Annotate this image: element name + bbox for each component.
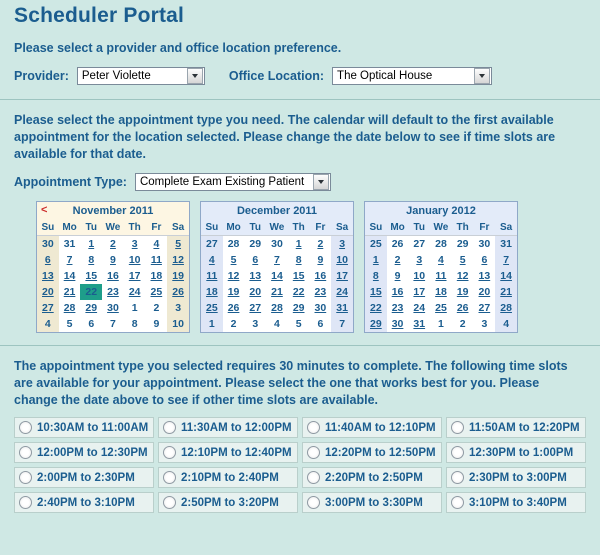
calendar-day[interactable]: 20 [478, 286, 491, 298]
calendar-dayname: Th [124, 221, 146, 236]
calendar-day[interactable]: 5 [167, 236, 189, 253]
calendar-dayname: Mo [223, 221, 245, 236]
calendar-day[interactable]: 23 [107, 286, 119, 298]
time-slot-option[interactable] [158, 467, 298, 488]
calendar-week-row [37, 300, 189, 316]
radio-icon[interactable] [451, 471, 464, 484]
calendar-day[interactable]: 10 [128, 254, 141, 266]
calendar-day[interactable]: 18 [150, 270, 163, 282]
time-slot-label: 10:30AM to 11:00AM [37, 421, 149, 434]
appointment-type-selected-value: Complete Exam Existing Patient [139, 176, 305, 188]
calendar-day[interactable]: 20 [37, 284, 59, 300]
calendar-day[interactable]: 17 [331, 268, 353, 284]
calendar-day[interactable]: 11 [435, 270, 447, 282]
calendar-week-row [365, 268, 517, 284]
calendar-day[interactable]: 6 [37, 252, 59, 268]
time-slot-option[interactable] [302, 442, 442, 463]
calendar-day[interactable]: 30 [107, 302, 119, 314]
calendar-dayname: Tu [244, 221, 266, 236]
radio-icon[interactable] [307, 421, 320, 434]
calendar-dayname: Fr [310, 221, 332, 236]
radio-icon[interactable] [307, 496, 320, 509]
calendar-day: 1 [438, 318, 444, 330]
calendar-day[interactable]: 12 [456, 270, 469, 282]
calendar-day[interactable]: 12 [167, 252, 189, 268]
calendar-day: 30 [37, 236, 59, 253]
calendar-day: 27 [201, 236, 223, 253]
calendar-title: December 2011 [236, 205, 318, 217]
time-slot-label: 2:10PM to 2:40PM [181, 471, 279, 484]
calendar-week-row [37, 268, 189, 284]
calendar-day: 2 [230, 318, 237, 330]
calendar-day[interactable]: 13 [478, 270, 491, 282]
calendar-day[interactable]: 4 [201, 252, 223, 268]
provider-label: Provider: [14, 69, 69, 83]
calendar-day[interactable]: 26 [456, 302, 469, 314]
calendar-day-selected[interactable]: 22 [80, 284, 102, 300]
time-slot-label: 2:30PM to 3:00PM [469, 471, 567, 484]
calendar-day[interactable]: 27 [478, 302, 491, 314]
calendar-day[interactable]: 28 [495, 300, 517, 316]
calendar-day[interactable]: 15 [85, 270, 98, 282]
time-slot-option[interactable] [446, 467, 586, 488]
calendar-day: 4 [495, 316, 517, 332]
calendar-day[interactable]: 3 [131, 238, 138, 250]
calendar-day[interactable]: 8 [365, 268, 387, 284]
calendar-day[interactable]: 14 [495, 268, 517, 284]
calendar-2 [200, 201, 354, 333]
office-location-select[interactable] [332, 67, 492, 85]
calendar-week-row [365, 236, 517, 253]
calendar-day[interactable]: 1 [365, 252, 387, 268]
calendar-day: 27 [413, 238, 426, 250]
time-slot-label: 2:50PM to 3:20PM [181, 496, 279, 509]
calendar-day[interactable]: 24 [331, 284, 353, 300]
calendar-day: 8 [131, 318, 138, 330]
calendar-day[interactable]: 13 [37, 268, 59, 284]
calendar-day[interactable]: 15 [292, 270, 305, 282]
radio-icon[interactable] [19, 471, 32, 484]
calendar-day[interactable]: 22 [365, 300, 387, 316]
appointment-instructions: Please select the appointment type you need. The calendar will default to the first available appointment for the location selected. Please change the date below to see if time slots are available for that date. [14, 113, 556, 161]
time-slot-option[interactable] [446, 442, 586, 463]
calendar-prev-button[interactable]: < [41, 204, 48, 216]
calendar-1 [36, 201, 190, 333]
calendar-3 [364, 201, 518, 333]
time-slot-label: 3:10PM to 3:40PM [469, 496, 567, 509]
calendar-day[interactable]: 8 [88, 254, 95, 266]
appointment-type-label: Appointment Type: [14, 175, 127, 189]
radio-icon[interactable] [163, 446, 176, 459]
time-slot-option[interactable] [446, 417, 586, 438]
calendar-day[interactable]: 5 [459, 254, 466, 266]
time-slot-option[interactable] [302, 492, 442, 513]
calendar-day[interactable]: 29 [292, 302, 305, 314]
calendar-day[interactable]: 14 [271, 270, 283, 282]
calendar-day[interactable]: 28 [271, 302, 283, 314]
time-slot-option[interactable] [158, 417, 298, 438]
calendar-day[interactable]: 13 [249, 270, 262, 282]
time-slot-option[interactable] [446, 492, 586, 513]
calendar-day: 9 [153, 318, 160, 330]
calendar-day: 25 [365, 236, 387, 253]
calendar-day[interactable]: 31 [331, 300, 353, 316]
calendar-day: 2 [153, 302, 160, 314]
calendar-week-row [201, 284, 353, 300]
calendar-day[interactable]: 17 [413, 286, 426, 298]
calendar-dayname: Sa [167, 221, 189, 236]
calendar-day: 30 [478, 238, 491, 250]
calendar-day[interactable]: 24 [413, 302, 426, 314]
calendar-day[interactable]: 19 [167, 268, 189, 284]
appointment-type-select[interactable] [135, 173, 331, 191]
calendar-day[interactable]: 19 [456, 286, 469, 298]
calendar-day[interactable]: 25 [150, 286, 163, 298]
calendar-day[interactable]: 18 [201, 284, 223, 300]
time-slot-label: 12:10PM to 12:40PM [181, 446, 292, 459]
calendar-day[interactable]: 30 [314, 302, 327, 314]
calendar-day: 29 [456, 238, 469, 250]
calendar-day[interactable]: 23 [391, 302, 404, 314]
time-slot-option[interactable] [14, 442, 154, 463]
calendar-day[interactable]: 23 [314, 286, 327, 298]
calendar-dayname: Tu [80, 221, 102, 236]
chevron-down-icon[interactable] [187, 68, 203, 84]
calendar-week-row [201, 236, 353, 253]
calendar-day[interactable]: 9 [317, 254, 324, 266]
calendar-day[interactable]: 2 [110, 238, 116, 250]
calendar-day[interactable]: 22 [292, 286, 305, 298]
calendar-day: 4 [37, 316, 59, 332]
calendar-day[interactable]: 2 [394, 254, 401, 266]
calendar-day[interactable]: 7 [66, 254, 73, 266]
chevron-down-icon[interactable] [313, 174, 329, 190]
calendar-week-row [365, 252, 517, 268]
radio-icon[interactable] [163, 471, 176, 484]
calendar-day[interactable]: 28 [63, 302, 76, 314]
calendar-day: 6 [88, 318, 95, 330]
calendar-week-row [365, 300, 517, 316]
radio-icon[interactable] [163, 496, 176, 509]
calendar-day: 7 [331, 316, 353, 332]
calendar-week-row [37, 236, 189, 253]
calendar-day: 6 [317, 318, 324, 330]
calendar-day: 3 [252, 318, 259, 330]
calendar-day: 7 [110, 318, 116, 330]
calendar-day: 1 [131, 302, 138, 314]
time-slot-label: 2:40PM to 3:10PM [37, 496, 135, 509]
page-title: Scheduler Portal [14, 4, 185, 27]
calendar-day[interactable]: 20 [249, 286, 262, 298]
time-slot-option[interactable] [14, 417, 154, 438]
time-slot-label: 11:30AM to 12:00PM [181, 421, 292, 434]
calendar-week-row [201, 252, 353, 268]
calendar-day: 2 [459, 318, 466, 330]
calendar-day[interactable]: 26 [167, 284, 189, 300]
radio-icon[interactable] [451, 421, 464, 434]
slots-instructions: The appointment type you selected requires 30 minutes to complete. The following time slots are available for your appointment. Please select the one that works best for you. Please change the date above to see if other time slots are available. [14, 359, 568, 407]
calendar-day[interactable]: 21 [495, 284, 517, 300]
provider-select[interactable] [77, 67, 205, 85]
calendar-day[interactable]: 29 [85, 302, 98, 314]
radio-icon[interactable] [307, 471, 320, 484]
calendar-week-row [365, 316, 517, 332]
calendar-week-row [201, 268, 353, 284]
calendar-dayname: We [430, 221, 452, 236]
calendar-day[interactable]: 4 [438, 254, 444, 266]
calendar-day[interactable]: 21 [63, 286, 76, 298]
radio-icon[interactable] [307, 446, 320, 459]
time-slot-label: 3:00PM to 3:30PM [325, 496, 423, 509]
calendar-day[interactable]: 17 [128, 270, 141, 282]
radio-icon[interactable] [19, 421, 32, 434]
time-slot-label: 2:20PM to 2:50PM [325, 471, 423, 484]
calendar-day[interactable]: 25 [435, 302, 447, 314]
time-slot-list [0, 409, 600, 513]
calendar-day[interactable]: 25 [201, 300, 223, 316]
calendar-dayname: Sa [331, 221, 353, 236]
calendar-title: November 2011 [72, 205, 154, 217]
calendar-day: 30 [271, 238, 283, 250]
calendar-day[interactable]: 10 [331, 252, 353, 268]
calendar-day: 3 [167, 300, 189, 316]
calendar-week-row [37, 316, 189, 332]
calendar-day[interactable]: 16 [391, 286, 404, 298]
calendar-dayname: We [266, 221, 288, 236]
office-label: Office Location: [228, 69, 325, 83]
radio-icon[interactable] [19, 496, 32, 509]
calendar-day[interactable]: 7 [495, 252, 517, 268]
appointment-type-row [0, 163, 600, 191]
calendar-dayname: Fr [474, 221, 496, 236]
calendar-dayname: Th [288, 221, 310, 236]
calendar-week-row [37, 252, 189, 268]
calendar-day: 28 [435, 238, 447, 250]
calendar-header [201, 202, 353, 221]
calendar-day[interactable]: 31 [413, 318, 426, 330]
calendar-dayname: Sa [495, 221, 517, 236]
calendar-day[interactable]: 26 [227, 302, 240, 314]
calendar-day[interactable]: 3 [331, 236, 353, 253]
calendar-day[interactable]: 16 [314, 270, 327, 282]
calendar-day[interactable]: 2 [317, 238, 324, 250]
calendar-day[interactable]: 1 [88, 238, 95, 250]
radio-icon[interactable] [163, 421, 176, 434]
calendar-day[interactable]: 12 [227, 270, 240, 282]
calendar-day[interactable]: 9 [110, 254, 116, 266]
calendar-day: 26 [391, 238, 404, 250]
calendar-week-row [201, 316, 353, 332]
calendar-dayname: Fr [146, 221, 168, 236]
provider-selected-value: Peter Violette [81, 70, 151, 82]
calendar-day: 4 [274, 318, 280, 330]
calendar-day[interactable]: 7 [274, 254, 280, 266]
time-slot-option[interactable] [158, 492, 298, 513]
calendar-day[interactable]: 1 [295, 238, 302, 250]
calendar-day: 29 [249, 238, 262, 250]
calendar-day[interactable]: 30 [391, 318, 404, 330]
time-slot-option[interactable] [14, 492, 154, 513]
intro-text: Please select a provider and office location preference. [14, 41, 342, 55]
time-slot-label: 2:00PM to 2:30PM [37, 471, 135, 484]
calendar-day[interactable]: 3 [416, 254, 423, 266]
calendar-day[interactable]: 27 [249, 302, 262, 314]
calendar-day[interactable]: 8 [295, 254, 302, 266]
calendar-day[interactable]: 16 [107, 270, 119, 282]
calendar-day[interactable]: 4 [153, 238, 160, 250]
calendar-header [365, 202, 517, 221]
calendar-week-row [365, 284, 517, 300]
calendar-dayname: Su [201, 221, 223, 236]
calendar-table [201, 221, 353, 332]
time-slot-option[interactable] [302, 467, 442, 488]
calendar-day[interactable]: 27 [37, 300, 59, 316]
calendar-day: 5 [66, 318, 73, 330]
time-slot-label: 12:00PM to 12:30PM [37, 446, 148, 459]
calendar-dayname: Su [37, 221, 59, 236]
calendar-week-row [37, 284, 189, 300]
calendar-day[interactable]: 15 [365, 284, 387, 300]
calendar-day: 31 [495, 236, 517, 253]
calendar-group [0, 191, 600, 333]
calendar-day: 1 [201, 316, 223, 332]
calendar-dayname: Tu [408, 221, 430, 236]
time-slot-label: 12:30PM to 1:00PM [469, 446, 574, 459]
calendar-day[interactable]: 21 [271, 286, 283, 298]
time-slot-option[interactable] [14, 467, 154, 488]
time-slot-label: 11:40AM to 12:10PM [325, 421, 436, 434]
radio-icon[interactable] [451, 496, 464, 509]
calendar-day: 10 [167, 316, 189, 332]
calendar-day[interactable]: 10 [413, 270, 426, 282]
calendar-day[interactable]: 11 [150, 254, 162, 266]
calendar-table [37, 221, 189, 332]
calendar-day[interactable]: 18 [435, 286, 447, 298]
calendar-dayname: Th [452, 221, 474, 236]
calendar-table [365, 221, 517, 332]
calendar-day[interactable]: 19 [227, 286, 240, 298]
radio-icon[interactable] [451, 446, 464, 459]
calendar-title: January 2012 [406, 205, 476, 217]
calendar-day[interactable]: 5 [230, 254, 237, 266]
calendar-header [37, 202, 189, 221]
office-selected-value: The Optical House [337, 70, 433, 82]
time-slot-option[interactable] [158, 442, 298, 463]
chevron-down-icon[interactable] [474, 68, 490, 84]
calendar-day: 5 [295, 318, 302, 330]
provider-row [0, 57, 600, 85]
radio-icon[interactable] [19, 446, 32, 459]
calendar-day[interactable]: 29 [365, 316, 387, 332]
time-slot-label: 12:20PM to 12:50PM [325, 446, 436, 459]
calendar-day: 3 [481, 318, 488, 330]
calendar-day[interactable]: 6 [252, 254, 259, 266]
calendar-dayname: Mo [387, 221, 409, 236]
time-slot-label: 11:50AM to 12:20PM [469, 421, 580, 434]
calendar-day: 31 [63, 238, 76, 250]
calendar-day[interactable]: 9 [394, 270, 401, 282]
calendar-day[interactable]: 14 [63, 270, 76, 282]
calendar-dayname: Mo [59, 221, 81, 236]
calendar-week-row [201, 300, 353, 316]
calendar-day[interactable]: 11 [201, 268, 223, 284]
calendar-dayname: We [102, 221, 124, 236]
calendar-dayname: Su [365, 221, 387, 236]
calendar-day: 28 [227, 238, 240, 250]
calendar-day[interactable]: 6 [481, 254, 488, 266]
calendar-day[interactable]: 24 [128, 286, 141, 298]
time-slot-option[interactable] [302, 417, 442, 438]
